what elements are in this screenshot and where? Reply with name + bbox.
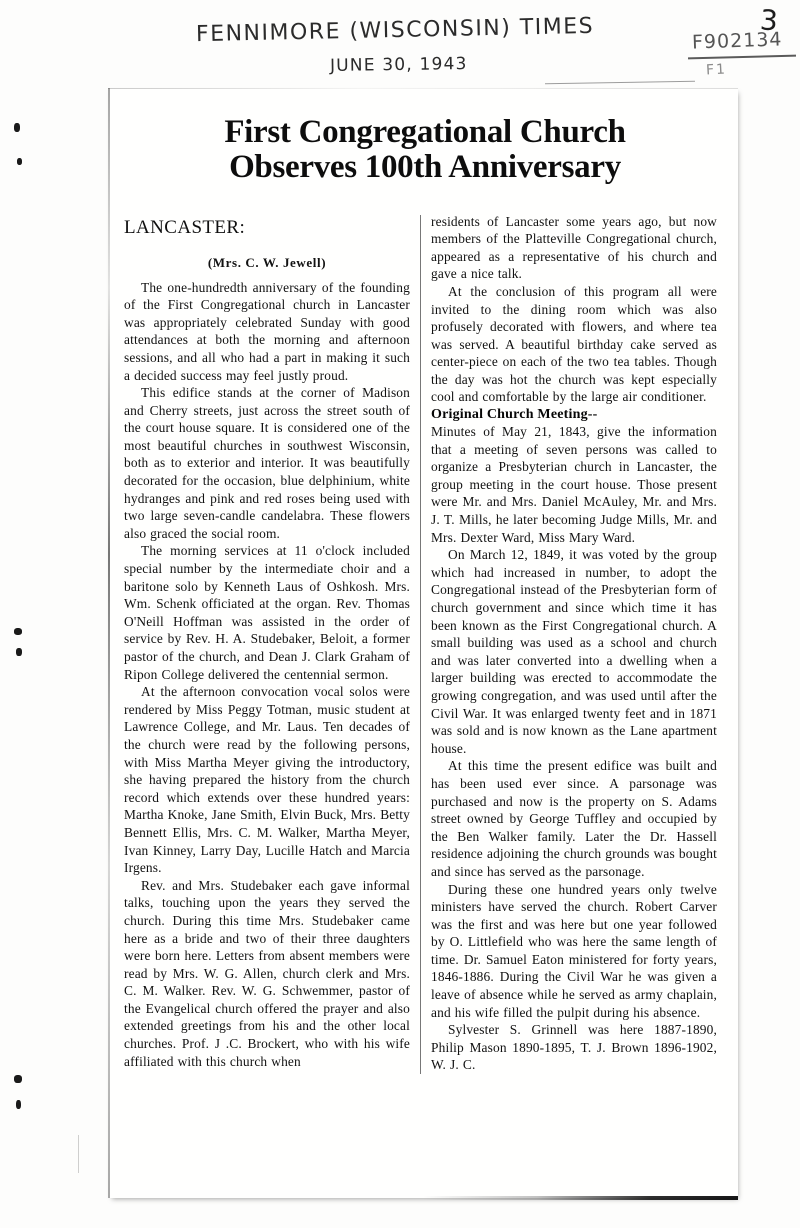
handwritten-accession-number: F902134	[691, 28, 783, 54]
paragraph: At the afternoon convocation vocal solos were rendered by Miss Peggy Totman, music student at Lawrence College, and Mr. Laus. Ten decades of the church were read by the following persons, with Miss Martha Meyer giving the introductory, she having prepared the history from the church record which extends over these hundred years: Martha Knoke, Jane Smith, Elvin Buck, Mrs. Betty Bennett Ellis, Mrs. C. M. Walker, Martha Meyer, Ivan Kinney, Larry Day, Lucille Hatch and Marcia Irgens.	[124, 684, 410, 876]
archival-underline	[688, 55, 796, 60]
column-left	[124, 213, 420, 1075]
clipping-body	[108, 88, 738, 1198]
dateline: LANCASTER:	[124, 216, 246, 238]
scan-artifact	[14, 1075, 22, 1083]
paragraph: This edifice stands at the corner of Madison and Cherry streets, just across the street south of the court house square. It is considered one of the most beautiful churches in southwest Wisconsin, both as to exterior and interior. It was beautifully decorated for the occasion, blue delphinium, white hydranges and pink and red roses being used with two large seven-candle candelabra. These flowers also graced the social room.	[124, 385, 410, 541]
column-right	[427, 213, 717, 1075]
headline-line-1: First Congregational Church	[224, 114, 626, 151]
paragraph: Sylvester S. Grinnell was here 1887-1890, Philip Mason 1890-1895, T. J. Brown 1896-1902, W. J. C.	[431, 1022, 717, 1073]
paragraph: The one-hundredth anniversary of the founding of the First Congregational church in Lancaster was appropriately celebrated Sunday with good attendances at both the morning and afternoon sessions, and all who had a part in making it such a decided success may feel justly proud.	[124, 279, 410, 383]
handwritten-page-number: 3	[758, 3, 781, 38]
scan-fold-line	[78, 1135, 79, 1173]
scan-artifact	[16, 648, 22, 656]
scan-artifact	[17, 158, 22, 165]
paragraph: During these one hundred years only twelve ministers have served the church. Robert Carver was the first and was here but one year followed by O. Littlefield who was here the same length of time. Dr. Samuel Eaton ministered for forty years, 1846-1886. During the Civil War he was given a leave of absence while he served as army chaplain, and his wife filled the pulpit during his absence.	[431, 881, 717, 1020]
archival-underline-secondary	[545, 81, 695, 85]
paragraph: Minutes of May 21, 1843, give the information that a meeting of seven persons was called to organize a Presbyterian church in Lancaster, the group meeting in the court house. Those present were Mr. and Mrs. Daniel McAuley, Mr. and Mrs. J. T. Mills, he later becoming Judge Mills, Mr. and Mrs. Dexter Ward, Miss Mary Ward.	[431, 424, 717, 545]
scan-artifact	[16, 1100, 21, 1109]
page-title	[108, 110, 738, 184]
paragraph: Rev. and Mrs. Studebaker each gave informal talks, touching upon the years they served the church. During this time Mrs. Studebaker came here as a bride and two of their three daughters were born here. Letters from absent members were read by Mrs. W. G. Allen, church clerk and Mrs. C. M. Walker. Rev. W. G. Schwemmer, pastor of the Evangelical church offered the prayer and also extended greetings from his and the other local churches. Prof. J .C. Brockert, who with his wife affiliated with this church when	[124, 877, 410, 1069]
handwritten-publication-date: JUNE 30, 1943	[329, 54, 468, 76]
scan-artifact	[14, 123, 20, 132]
section-subheading: Original Church Meeting--	[431, 407, 598, 423]
paragraph-continued: residents of Lancaster some years ago, but now members of the Platteville Congregational church, appeared as a representative of his church and gave a nice talk.	[431, 213, 717, 282]
article-columns	[108, 207, 738, 1075]
byline: (Mrs. C. W. Jewell)	[207, 254, 327, 270]
paragraph: The morning services at 11 o'clock included special number by the intermediate choir and a baritone solo by Kenneth Laus of Oshkosh. Mrs. Wm. Schenk officiated at the organ. Rev. Thomas O'Neill Hoffman was assisted in the order of service by Rev. H. A. Studebaker, Beloit, a former pastor of the church, and Dean J. Clark Graham of Ripon College delivered the centennial sermon.	[124, 543, 410, 682]
paragraph: On March 12, 1849, it was voted by the group which had increased in number, to adopt the Congregational instead of the Presbyterian form of church government and since which time it has been known as the First Congregational church. A small building was used as a school and church and was later converted into a dwelling when a larger building was erected to accommodate the growing congregation, and was used until after the Civil War. It was enlarged twenty feet and in 1871 was sold and is now known as the Lane apartment house.	[431, 547, 717, 756]
clipping-bottom-edge	[108, 1196, 738, 1200]
paragraph: At the conclusion of this program all were invited to the dining room which was also profusely decorated with flowers, and where tea was served. A beautiful birthday cake served as center-piece on each of the two tea tables. Though the day was hot the church was kept especially cool and comfortable by the large air conditioner.	[431, 283, 717, 405]
clipping-top-edge	[108, 88, 738, 89]
column-divider	[420, 215, 421, 1075]
clipping-left-edge	[108, 88, 110, 1198]
handwritten-publication-name: FENNIMORE (WISCONSIN) TIMES	[195, 13, 595, 48]
paragraph: At this time the present edifice was built and has been used ever since. A parsonage was purchased and now is the property on S. Adams street owned by George Tuffley and occupied by the Ben Walker family. Later the Dr. Hassell residence adjoining the church grounds was bought and since has served as the parsonage.	[431, 758, 717, 879]
scan-artifact	[14, 628, 22, 635]
headline-line-2: Observes 100th Anniversary	[229, 148, 621, 185]
handwritten-folder-mark: F1	[705, 61, 728, 79]
